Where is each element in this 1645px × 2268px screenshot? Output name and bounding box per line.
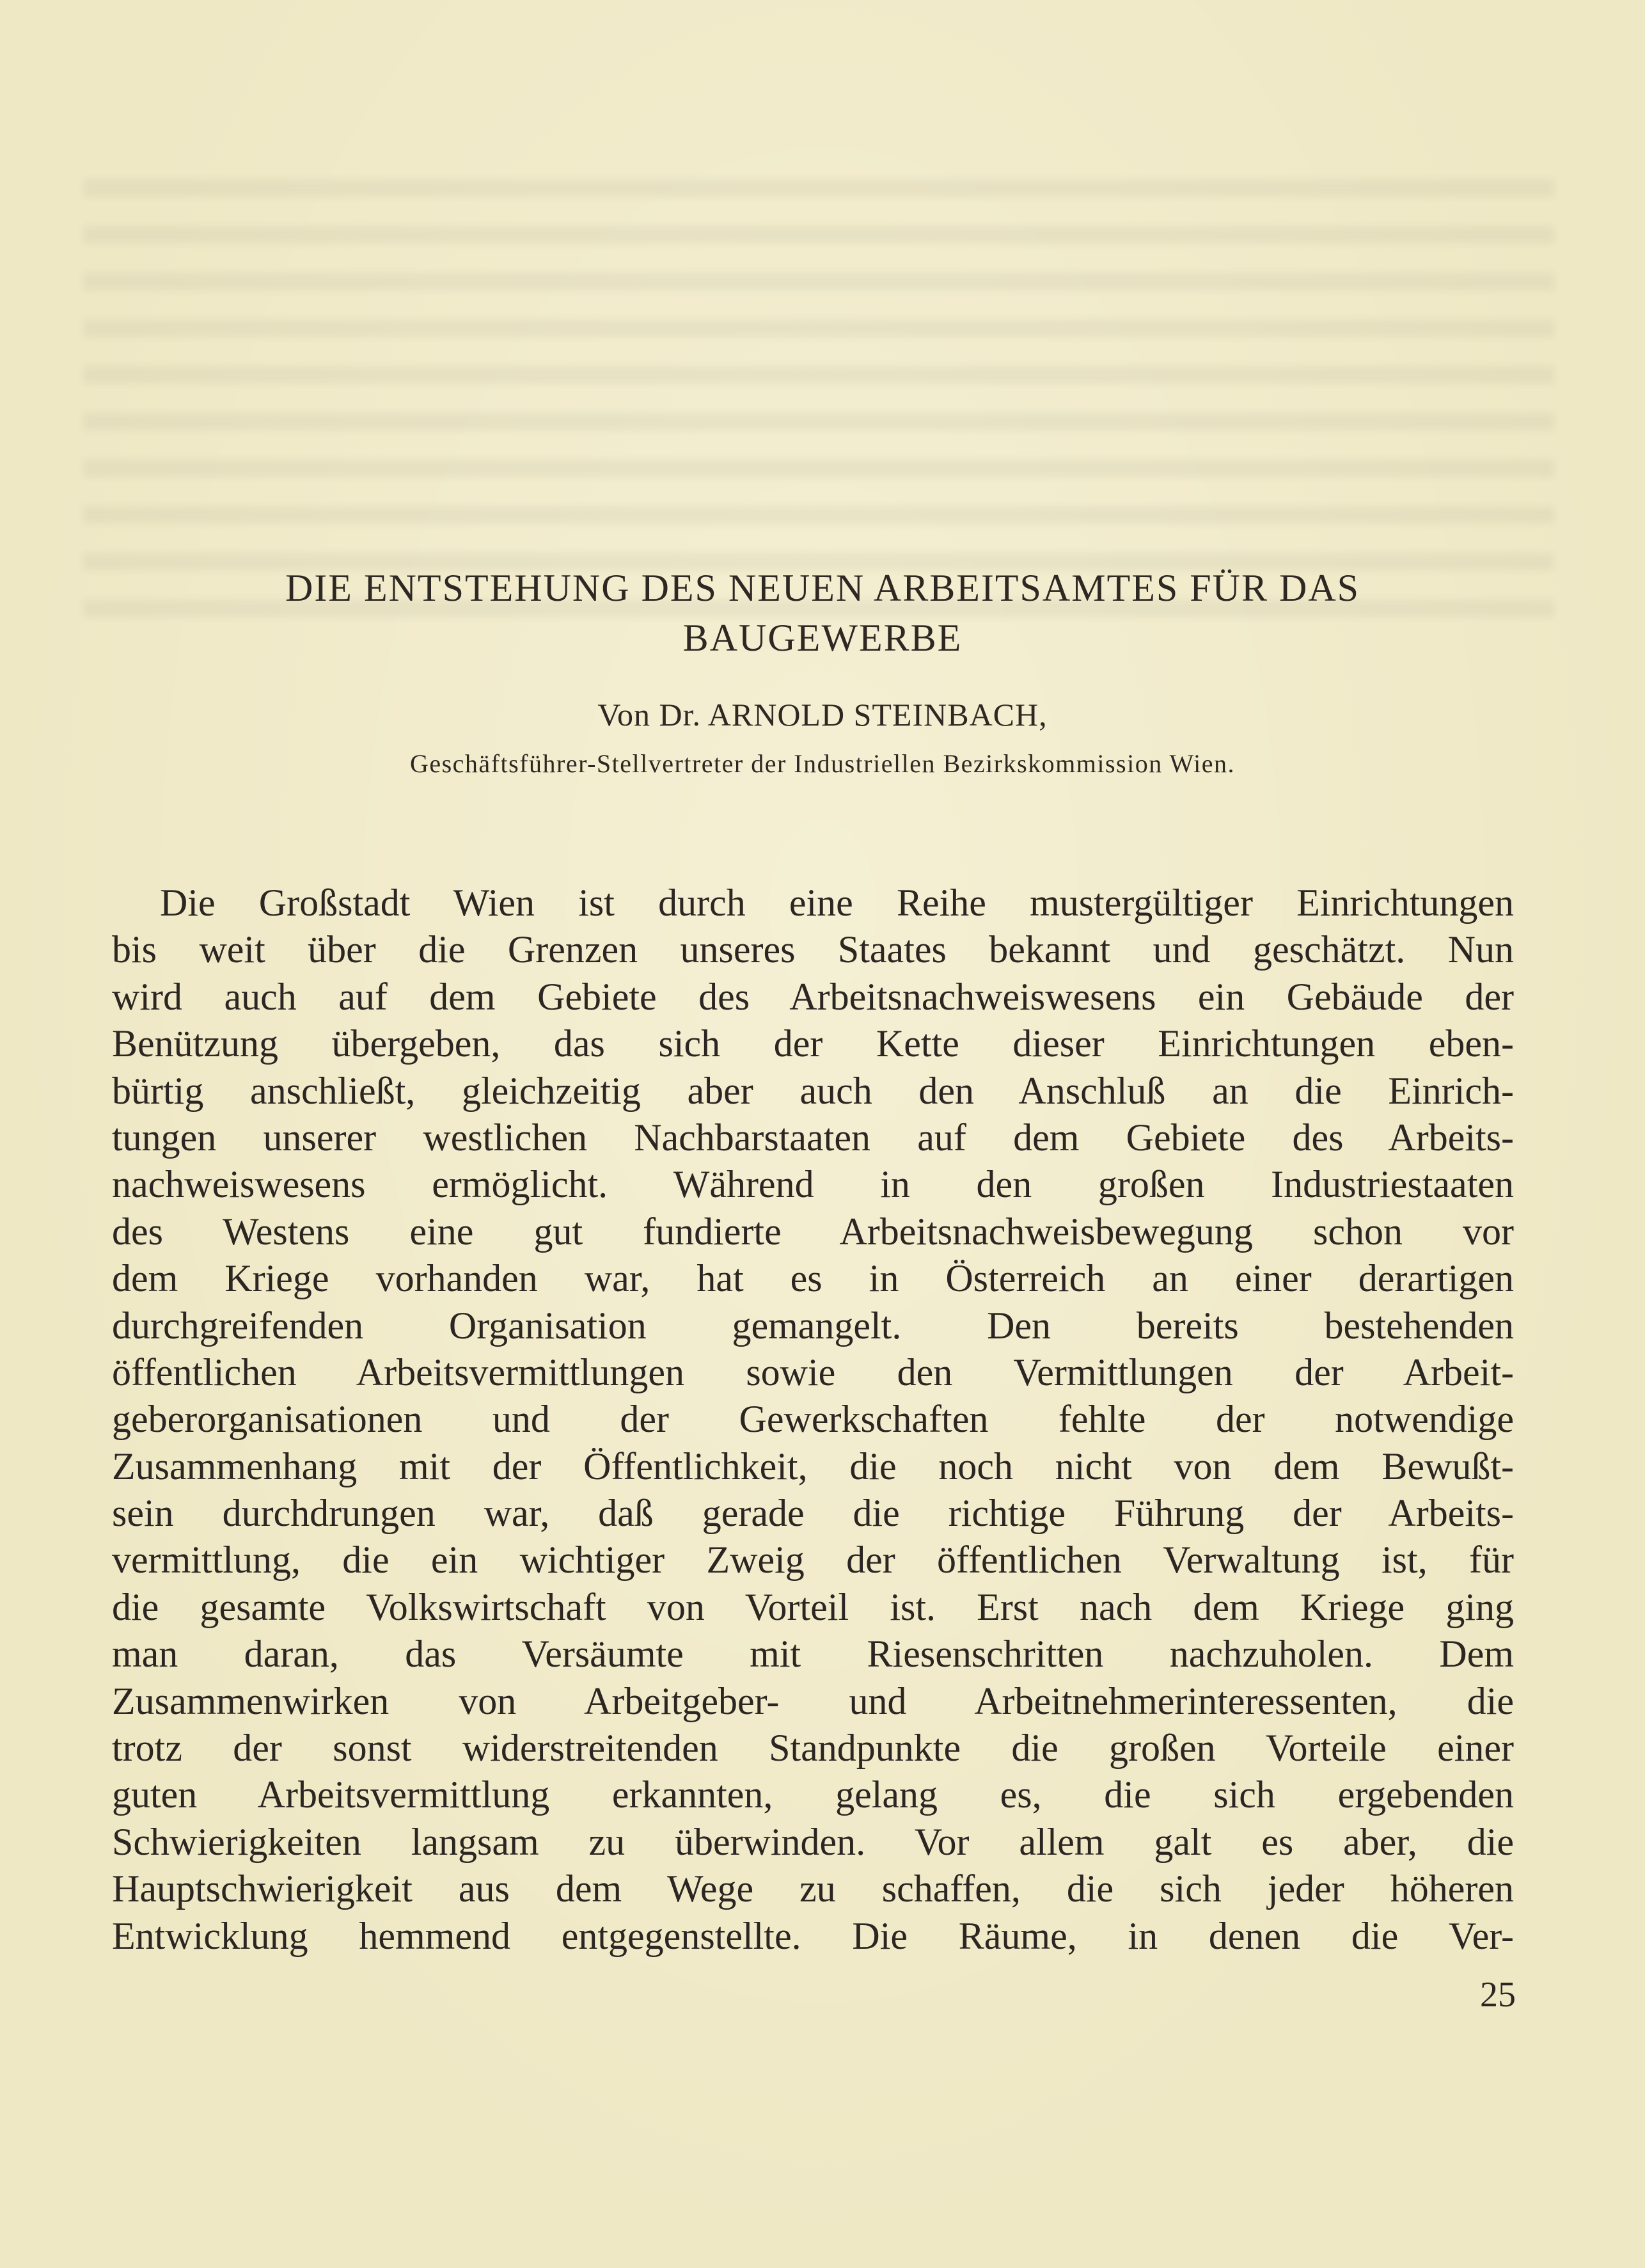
body-paragraph — [112, 880, 1514, 1960]
article-author: Von Dr. ARNOLD STEINBACH, — [597, 697, 1048, 733]
body-line: sein durchdrungen war, daß gerade die richtige Führung der Arbeits- — [112, 1492, 1514, 1535]
body-line: Hauptschwierigkeit aus dem Wege zu schaffen, die sich jeder höheren — [112, 1868, 1514, 1910]
body-line: Zusammenhang mit der Öffentlichkeit, die noch nicht von dem Bewußt- — [112, 1445, 1514, 1487]
article-title-line-1: DIE ENTSTEHUNG DES NEUEN ARBEITSAMTES FÜR DAS — [285, 567, 1360, 609]
body-line: Entwicklung hemmend entgegenstellte. Die Räume, in denen die Ver- — [112, 1914, 1514, 1957]
body-line: bürtig anschließt, gleichzeitig aber auch den Anschluß an die Einrich- — [112, 1069, 1514, 1112]
body-line: man daran, das Versäumte mit Riesenschritten nachzuholen. Dem — [112, 1633, 1514, 1676]
body-line: nachweiswesens ermöglicht. Während in den großen Industriestaaten — [112, 1163, 1514, 1206]
body-line: Schwierigkeiten langsam zu überwinden. Vor allem galt es aber, die — [112, 1820, 1514, 1863]
body-line: trotz der sonst widerstreitenden Standpunkte die großen Vorteile einer — [112, 1727, 1514, 1770]
body-line: Benützung übergeben, das sich der Kette dieser Einrichtungen eben- — [112, 1022, 1514, 1065]
body-line: Die Großstadt Wien ist durch eine Reihe mustergültiger Einrichtungen — [160, 882, 1514, 924]
body-line: guten Arbeitsvermittlung erkannten, gelang es, die sich ergebenden — [112, 1773, 1514, 1816]
author-affiliation: Geschäftsführer-Stellvertreter der Industriellen Bezirkskommission Wien. — [409, 749, 1236, 778]
body-line: wird auch auf dem Gebiete des Arbeitsnachweiswesens ein Gebäude der — [112, 975, 1514, 1018]
article-title-line-2: BAUGEWERBE — [682, 617, 963, 659]
body-line: Zusammenwirken von Arbeitgeber- und Arbeitnehmerinteressenten, die — [112, 1679, 1514, 1722]
body-line: dem Kriege vorhanden war, hat es in Österreich an einer derartigen — [112, 1257, 1514, 1300]
article-title — [115, 563, 1530, 663]
body-line: tungen unserer westlichen Nachbarstaaten auf dem Gebiete des Arbeits- — [112, 1116, 1514, 1159]
body-line: geberorganisationen und der Gewerkschaften fehlte der notwendige — [112, 1398, 1514, 1441]
body-line: bis weit über die Grenzen unseres Staates bekannt und geschätzt. Nun — [112, 928, 1514, 971]
body-line: vermittlung, die ein wichtiger Zweig der öffentlichen Verwaltung ist, für — [112, 1539, 1514, 1582]
body-line: öffentlichen Arbeitsvermittlungen sowie den Vermittlungen der Arbeit- — [112, 1351, 1514, 1393]
body-line: durchgreifenden Organisation gemangelt. Den bereits bestehenden — [112, 1304, 1514, 1347]
page-number: 25 — [1480, 1975, 1516, 2015]
body-line: des Westens eine gut fundierte Arbeitsnachweisbewegung schon vor — [112, 1210, 1514, 1253]
body-line: die gesamte Volkswirtschaft von Vorteil ist. Erst nach dem Kriege ging — [112, 1585, 1514, 1628]
